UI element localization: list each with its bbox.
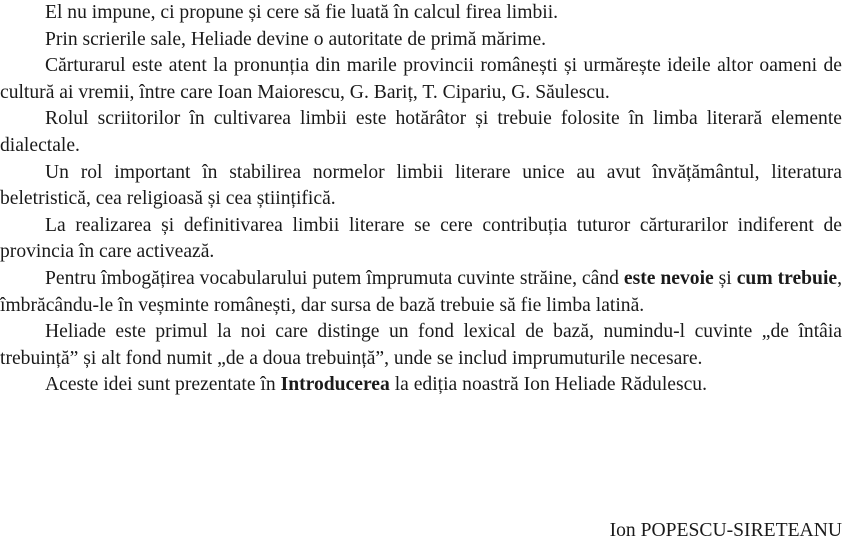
- paragraph-7-text-3: , îmbrăcându-le în veșminte românești, dar sursa de bază trebuie să fie limba latină.: [0, 267, 842, 316]
- paragraph-5: Un rol important în stabilirea normelor limbii literare unice au avut învățământul, literatura beletristică, cea religioasă și cea științifică.: [0, 161, 842, 210]
- paragraph-6: La realizarea și definitivarea limbii literare se cere contribuția tuturor cărturarilor indiferent de provincia în care activează.: [0, 214, 842, 263]
- paragraph-7-bold-1: este nevoie: [623, 267, 714, 289]
- paragraph-2: Prin scrierile sale, Heliade devine o autoritate de primă mărime.: [45, 28, 547, 50]
- paragraph-9-text-1: Aceste idei sunt prezentate în: [45, 374, 281, 396]
- paragraph-7-text-2: și: [713, 267, 737, 289]
- paragraph-1: El nu impune, ci propune și cere să fie luată în calcul firea limbii.: [45, 2, 559, 23]
- paragraph-3: Cărturarul este atent la pronunția din marile provincii românești și urmărește ideile altor oameni de cultură ai vremii, între care Ioan Maiorescu, G. Bariț, T. Cipariu, G. Săulescu.: [0, 55, 842, 103]
- paragraph-4: Rolul scriitorilor în cultivarea limbii este hotărâtor și trebuie folosite în limba literară elemente dialectale.: [0, 108, 842, 156]
- paragraph-9-text-2: la ediția noastră Ion Heliade Rădulescu.: [389, 374, 707, 396]
- paragraph-9-bold-1: Introducerea: [280, 374, 390, 396]
- paragraph-7-text-1: Pentru îmbogățirea vocabularului putem împrumuta cuvinte străine, când: [45, 267, 624, 289]
- author-signature: Ion POPESCU-SIRETEANU: [609, 520, 842, 541]
- paragraph-9: [0, 372, 842, 399]
- paragraph-7-bold-2: cum trebuie: [736, 267, 838, 289]
- paragraph-7: [0, 266, 842, 319]
- paragraph-8: Heliade este primul la noi care distinge un fond lexical de bază, numindu-l cuvinte „de întâia trebuință” și alt fond numit „de a doua trebuință”, unde se includ imprumuturile necesare.: [0, 321, 842, 369]
